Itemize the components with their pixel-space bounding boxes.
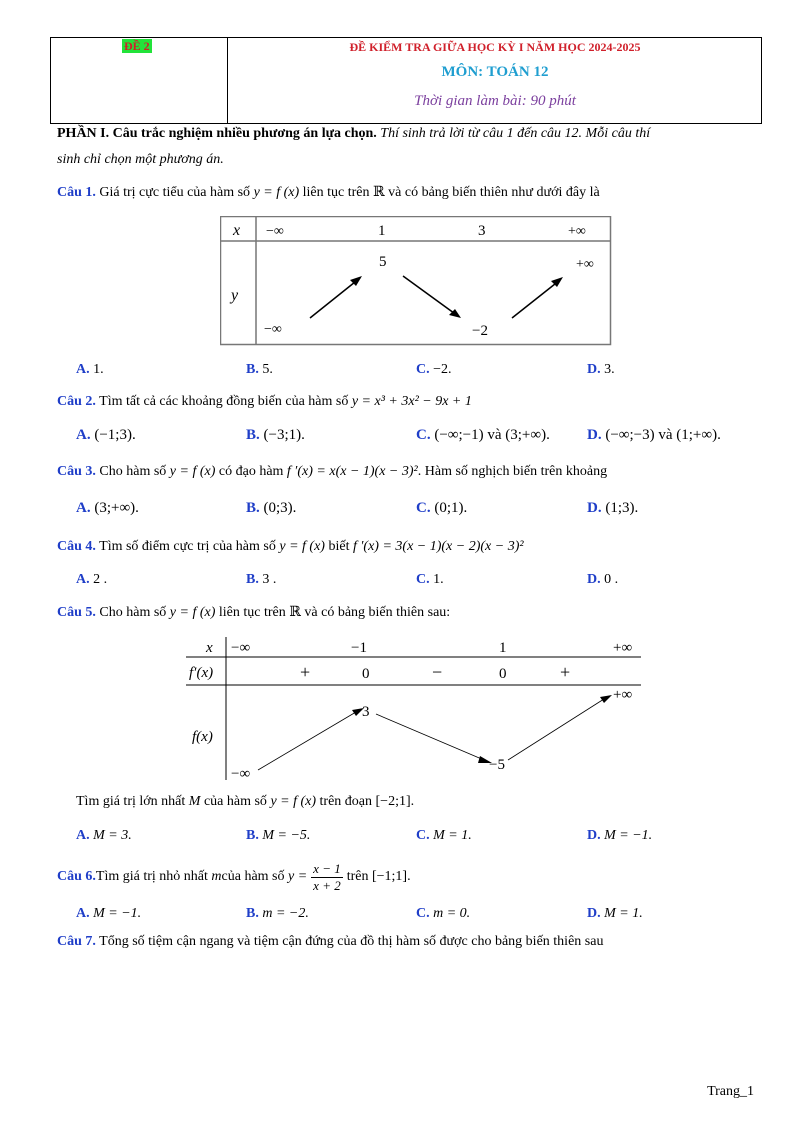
q5-question-c: trên đoạn [−2;1]. — [316, 794, 415, 809]
part1-line1 — [57, 126, 650, 142]
exam-code-badge: ĐỀ 2 — [124, 39, 150, 53]
part1-instruction-b: sinh chỉ chọn một phương án. — [57, 152, 224, 167]
q1-tick: +∞ — [568, 224, 586, 239]
option-d-label: D. — [587, 572, 601, 587]
q5-option-d[interactable]: M = −1. — [604, 828, 653, 843]
q5-tick: 1 — [499, 640, 507, 656]
q7-label: Câu 7. — [57, 934, 96, 949]
q1-options — [0, 362, 794, 382]
q3-options — [0, 500, 794, 520]
q3-stem — [57, 464, 607, 480]
q5-tick: −∞ — [231, 640, 251, 656]
q4-option-b[interactable]: 3 . — [262, 572, 277, 587]
option-a-label: A. — [76, 427, 91, 443]
q3-option-a[interactable]: (3;+∞). — [94, 500, 139, 516]
q6-option-d[interactable]: M = 1. — [604, 906, 643, 921]
q2-option-c[interactable]: (−∞;−1) và (3;+∞). — [434, 427, 550, 443]
q6-y: y = — [288, 869, 308, 884]
q2-option-a[interactable]: (−1;3). — [94, 427, 136, 443]
q6-option-b[interactable]: m = −2. — [262, 906, 309, 921]
q1-option-c[interactable]: −2. — [433, 362, 452, 377]
part1-line2 — [57, 152, 224, 168]
part1-heading: PHẦN I. Câu trắc nghiệm nhiều phương án lựa chọn. — [57, 126, 377, 141]
option-d-label: D. — [587, 362, 601, 377]
q5-sign: 0 — [362, 666, 370, 682]
option-d-label: D. — [587, 427, 602, 443]
q6-option-c[interactable]: m = 0. — [433, 906, 471, 921]
q5-arrow-down — [376, 714, 484, 760]
part1-instruction-a: Thí sinh trả lời từ câu 1 đến câu 12. Mỗi câu thí — [376, 126, 651, 141]
option-b-label: B. — [246, 828, 259, 843]
q5-value: +∞ — [613, 687, 633, 703]
q5-option-b[interactable]: M = −5. — [262, 828, 311, 843]
q5-arrow-up — [258, 712, 356, 770]
option-d-label: D. — [587, 906, 601, 921]
q3-text-a: Cho hàm số — [95, 464, 170, 479]
option-b-label: B. — [246, 427, 260, 443]
q4-label: Câu 4. — [57, 539, 96, 554]
q5-arrow-up — [508, 699, 604, 760]
q3-text-b: có đạo hàm — [215, 464, 287, 479]
q1-table-x: x — [233, 222, 241, 239]
q5-stem — [57, 604, 450, 621]
q4-option-c[interactable]: 1. — [433, 572, 444, 587]
q4-options — [0, 572, 794, 592]
q3-text-c: . Hàm số nghịch biến trên khoảng — [417, 464, 608, 479]
q5-value: −∞ — [231, 766, 251, 782]
exam-title: ĐỀ KIỂM TRA GIỮA HỌC KỲ I NĂM HỌC 2024-2025 — [349, 40, 641, 54]
option-d-label: D. — [587, 500, 602, 516]
q1-text-b: liên tục trên ℝ và có bảng biến thiên như dưới đây là — [299, 185, 600, 200]
q5-arrow-head — [600, 695, 612, 703]
q4-text-a: Tìm số điểm cực trị của hàm số — [95, 539, 280, 554]
q1-value: 5 — [379, 254, 387, 270]
q6-label: Câu 6. — [57, 869, 96, 884]
q6-denominator: x + 2 — [313, 877, 341, 893]
option-b-label: B. — [246, 500, 260, 516]
q5-sign: + — [560, 662, 571, 682]
q3-option-c[interactable]: (0;1). — [434, 500, 468, 516]
q1-value: −2 — [472, 323, 488, 339]
q3-option-b[interactable]: (0;3). — [263, 500, 297, 516]
option-a-label: A. — [76, 906, 90, 921]
option-d-label: D. — [587, 828, 601, 843]
q5-tick: −1 — [351, 640, 367, 656]
q6-fraction — [311, 861, 343, 894]
q1-arrow-up — [310, 278, 360, 318]
page-footer: Trang_1 — [707, 1084, 754, 1099]
q7-text: Tổng số tiệm cận ngang và tiệm cận đứng của đồ thị hàm số được cho bảng biến thiên sau — [95, 934, 604, 949]
q3-derivative: f ′(x) = x(x − 1)(x − 3)² — [286, 464, 418, 479]
q6-option-a[interactable]: M = −1. — [93, 906, 142, 921]
q1-function: y = f (x) — [253, 185, 300, 200]
q1-arrow-up — [512, 280, 560, 318]
exam-time: Thời gian làm bài: 90 phút — [414, 93, 576, 109]
q6-variable: m — [211, 869, 222, 884]
option-a-label: A. — [76, 828, 90, 843]
q6-text-a: Tìm giá trị nhỏ nhất — [95, 869, 208, 884]
q5-option-c[interactable]: M = 1. — [433, 828, 472, 843]
q5-sign: − — [432, 662, 443, 682]
q5-value: −5 — [489, 757, 505, 773]
option-a-label: A. — [76, 572, 90, 587]
q6-stem — [57, 857, 411, 897]
q1-value: +∞ — [576, 257, 594, 272]
q2-options — [0, 427, 794, 447]
option-b-label: B. — [246, 572, 259, 587]
q1-tick: −∞ — [266, 224, 284, 239]
q5-question-function: y = f (x) — [270, 794, 317, 809]
q5-table-fprime: f′(x) — [189, 665, 214, 681]
q2-function: y = x³ + 3x² − 9x + 1 — [351, 394, 472, 409]
option-c-label: C. — [416, 906, 430, 921]
exam-subject: MÔN: TOÁN 12 — [441, 64, 549, 80]
option-c-label: C. — [416, 828, 430, 843]
q1-option-a[interactable]: 1. — [93, 362, 104, 377]
q3-label: Câu 3. — [57, 464, 96, 479]
q3-option-d[interactable]: (1;3). — [605, 500, 639, 516]
q1-table-y: y — [231, 287, 239, 304]
q3-function: y = f (x) — [169, 464, 216, 479]
q6-options — [0, 906, 794, 926]
q1-text-a: Giá trị cực tiểu của hàm số — [95, 185, 254, 200]
q4-stem — [57, 539, 524, 555]
option-c-label: C. — [416, 500, 431, 516]
q1-option-d[interactable]: 3. — [604, 362, 615, 377]
q6-text-c: trên [−1;1]. — [346, 869, 411, 884]
q5-question-a: Tìm giá trị lớn nhất — [76, 794, 189, 809]
q2-text: Tìm tất cả các khoảng đồng biến của hàm số — [95, 394, 352, 409]
q2-option-d[interactable]: (−∞;−3) và (1;+∞). — [605, 427, 721, 443]
q4-option-a[interactable]: 2 . — [93, 572, 108, 587]
q1-value: −∞ — [264, 322, 282, 337]
q6-numerator: x − 1 — [313, 860, 341, 876]
q5-options — [0, 828, 794, 848]
q1-arrow-down — [403, 276, 458, 316]
q1-stem — [57, 184, 600, 201]
option-c-label: C. — [416, 427, 431, 443]
q4-text-b: biết — [324, 539, 353, 554]
q2-stem — [57, 394, 472, 410]
option-b-label: B. — [246, 906, 259, 921]
q5-sign: + — [300, 662, 311, 682]
q5-sign: 0 — [499, 666, 507, 682]
q5-question-b: của hàm số — [200, 794, 271, 809]
q4-option-d[interactable]: 0 . — [604, 572, 619, 587]
q5-text-a: Cho hàm số — [95, 605, 170, 620]
option-b-label: B. — [246, 362, 259, 377]
q2-option-b[interactable]: (−3;1). — [263, 427, 305, 443]
q5-label: Câu 5. — [57, 605, 96, 620]
q5-table-f: f(x) — [192, 729, 213, 745]
q5-question-m: M — [188, 794, 201, 809]
q5-option-a[interactable]: M = 3. — [93, 828, 132, 843]
q2-label: Câu 2. — [57, 394, 96, 409]
option-c-label: C. — [416, 572, 430, 587]
q6-text-b: của hàm số — [221, 869, 285, 884]
q1-tick: 1 — [378, 223, 386, 239]
q4-derivative: f ′(x) = 3(x − 1)(x − 2)(x − 3)² — [352, 539, 524, 554]
option-a-label: A. — [76, 500, 91, 516]
q7-stem — [57, 934, 603, 950]
q5-function: y = f (x) — [169, 605, 216, 620]
q5-value: 3 — [362, 704, 370, 720]
q5-tick: +∞ — [613, 640, 633, 656]
q5-table-x: x — [206, 640, 213, 656]
option-c-label: C. — [416, 362, 430, 377]
q1-option-b[interactable]: 5. — [262, 362, 273, 377]
q5-variation-table — [186, 632, 646, 782]
option-a-label: A. — [76, 362, 90, 377]
q1-tick: 3 — [478, 223, 486, 239]
q4-function: y = f (x) — [279, 539, 325, 554]
q1-label: Câu 1. — [57, 185, 96, 200]
q5-question — [76, 794, 414, 810]
q1-variation-table — [220, 216, 612, 346]
q5-text-b: liên tục trên ℝ và có bảng biến thiên sau: — [215, 605, 451, 620]
